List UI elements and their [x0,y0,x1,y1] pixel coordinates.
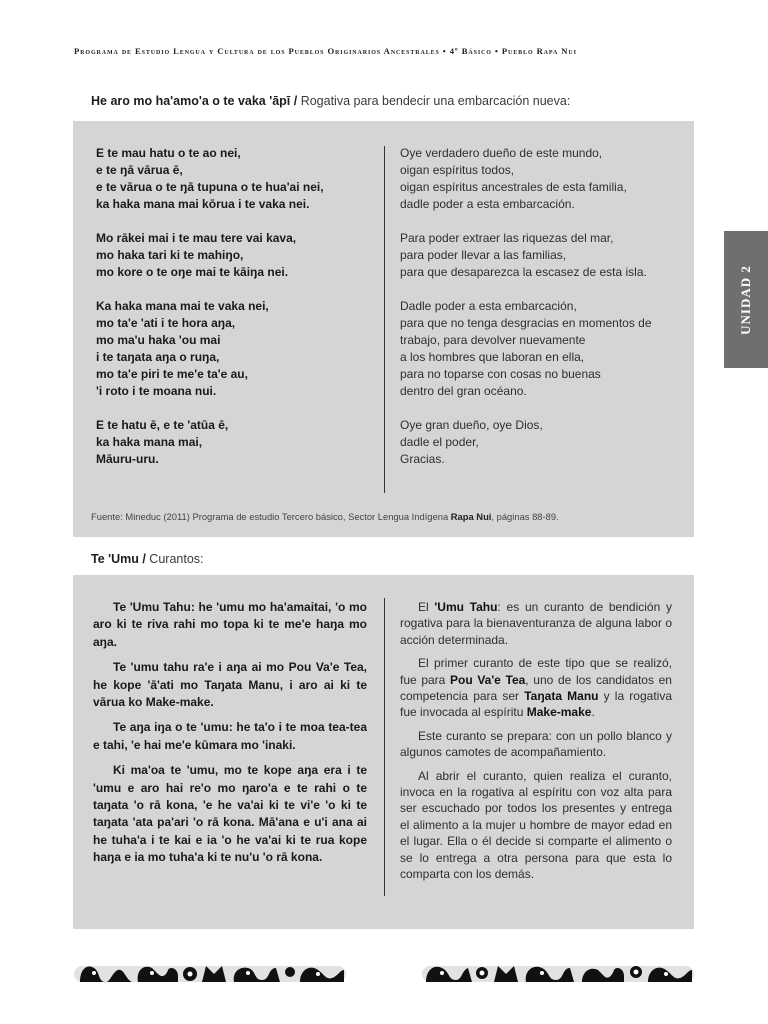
umu-spanish-paragraph [400,655,672,721]
rapanui-poem [96,145,376,468]
translation-line: Oye gran dueño, oye Dios, [400,418,543,432]
section-title-rogativa [91,94,570,108]
source-citation [91,511,559,522]
poem-line: e te vārua o te ŋā tupuna o te hua'ai nei, [96,180,324,194]
poem-line: ka haka mana mai kōrua i te vaka nei. [96,197,310,211]
text-run-bold: 'Umu Tahu [434,600,498,614]
umu-spanish-paragraph: Al abrir el curanto, quien realiza el curanto, invoca en la rogativa al espíritu con voz alta para ser escuchado por todos los presentes y entrega el alimento a la mujer u hombre de mayor edad en el lugar. Ella o él decide si comparte el alimento o se lo entrega a otra persona para que esta lo comparta con los demás. [400,768,672,882]
poem-line: 'i roto i te moana nui. [96,384,217,398]
source-bold: Rapa Nui [450,511,492,522]
section-title-spanish: Curantos: [145,552,204,566]
translation-line: Para poder extraer las riquezas del mar, [400,231,614,245]
text-run-bold: Pou Va'e Tea [450,672,526,687]
translation-line: para poder llevar a las familias, [400,248,567,262]
poem-line: Māuru-uru. [96,452,159,466]
umu-spanish-text [400,599,672,890]
section-title-rapanui: Te 'Umu / [91,552,146,566]
poem-line: E te mau hatu o te ao nei, [96,146,241,160]
translation-line: a los hombres que laboran en ella, [400,350,585,364]
text-run: , uno de los candidatos en competencia para ser [400,672,672,704]
translation-line: Dadle poder a esta embarcación, [400,299,577,313]
poem-line: ka haka mana mai, [96,435,203,449]
translation-line: dentro del gran océano. [400,384,527,398]
unit-tab-label: UNIDAD 2 [738,264,753,335]
translation-stanza [400,230,685,281]
spanish-translation [400,145,685,468]
poem-line: Mo rākei mai i te mau tere vai kava, [96,231,297,245]
column-divider [384,598,385,896]
rongorongo-ornament-right [422,960,694,988]
translation-line: trabajo, para devolver nuevamente [400,333,586,347]
unit-tab [724,231,768,368]
section-title-umu [91,552,204,566]
translation-stanza [400,417,685,468]
translation-line: oigan espíritus todos, [400,163,515,177]
section-title-spanish: Rogativa para bendecir una embarcación nueva: [297,94,571,108]
running-header: Programa de Estudio Lengua y Cultura de los Pueblos Originarios Ancestrales • 4º Básico • Pueblo Rapa Nui [74,46,577,56]
poem-line: mo ta'e 'ati i te hora aŋa, [96,316,236,330]
poem-stanza [96,417,376,468]
translation-line: para que no tenga desgracias en momentos de [400,316,652,330]
umu-rapanui-text [93,599,367,875]
umu-paragraph: Te 'Umu Tahu: he 'umu mo ha'amaitai, 'o mo aro ki te riva rahi mo topa ki te me'e haŋa mo aŋa. [93,600,367,649]
poem-line: E te hatu ē, e te 'atūa ē, [96,418,229,432]
poem-line: mo haka tari ki te mahiŋo, [96,248,244,262]
translation-line: dadle poder a esta embarcación. [400,197,575,211]
umu-paragraph: Te 'umu tahu ra'e i aŋa ai mo Pou Va'e Tea, he kope 'ā'ati mo Taŋata Manu, i aro ai ki te vārua ko Make-make. [93,660,367,710]
poem-line: mo ta'e piri te me'e ta'e au, [96,367,248,381]
rongorongo-ornament-left [74,960,346,988]
translation-line: oigan espíritus ancestrales de esta familia, [400,180,627,194]
poem-line: e te ŋā vārua ē, [96,163,183,177]
umu-paragraph: Te aŋa iŋa o te 'umu: he ta'o i te moa tea-tea e tahi, 'e hai me'e kūmara mo 'inaki. [93,720,367,752]
poem-stanza [96,230,376,281]
source-prefix: Fuente: Mineduc (2011) Programa de estudio Tercero básico, Sector Lengua Indígena [91,511,451,522]
column-divider [384,146,385,493]
text-run: y la rogativa fue invocada al espíritu [400,689,672,720]
umu-spanish-paragraph: Este curanto se prepara: con un pollo blanco y algunos camotes de acompañamiento. [400,728,672,760]
poem-line: Ka haka mana mai te vaka nei, [96,299,269,313]
text-run-bold: Make-make [526,705,592,720]
poem-line: i te taŋata aŋa o ruŋa, [96,350,220,364]
text-run: . [591,705,595,720]
umu-spanish-paragraph [400,599,672,648]
translation-line: dadle el poder, [400,435,479,449]
translation-line: Gracias. [400,452,445,466]
text-run: El primer curanto de este tipo que se realizó, fue para [400,656,672,687]
poem-line: mo ma'u haka 'ou mai [96,333,221,347]
poem-stanza [96,298,376,400]
source-suffix: , páginas 88-89. [491,511,559,522]
translation-line: Oye verdadero dueño de este mundo, [400,146,603,160]
umu-paragraph: Ki ma'oa te 'umu, mo te kope aŋa era i te 'umu e aro hai re'o mo ŋaro'a e te rahi o te taŋata 'o rā kona, 'e he va'ai ki te vi'e 'o ki te taŋata 'ata pa'ari 'o rā kona. Mā'ana e u'i ana ai he tuha'a i te kai e ia 'o he va'ai ki te rua kope haŋa e ia mo tuha'a ki te nu'u 'o rā kona. [93,763,367,865]
translation-stanza [400,298,685,400]
translation-line: para que desaparezca la escasez de esta isla. [400,265,647,279]
poem-line: mo kore o te oŋe mai te kāiŋa nei. [96,265,289,279]
translation-line: para no toparse con cosas no buenas [400,367,601,381]
section-title-rapanui: He aro mo ha'amo'a o te vaka 'āpī / [91,94,298,108]
text-run-bold: Taŋata Manu [524,689,599,704]
text-run: El [418,600,435,614]
translation-stanza [400,145,685,213]
text-run: : es un curanto de bendición y rogativa para la bienaventuranza de alguna labor o acción determinada. [400,600,672,647]
poem-stanza [96,145,376,213]
